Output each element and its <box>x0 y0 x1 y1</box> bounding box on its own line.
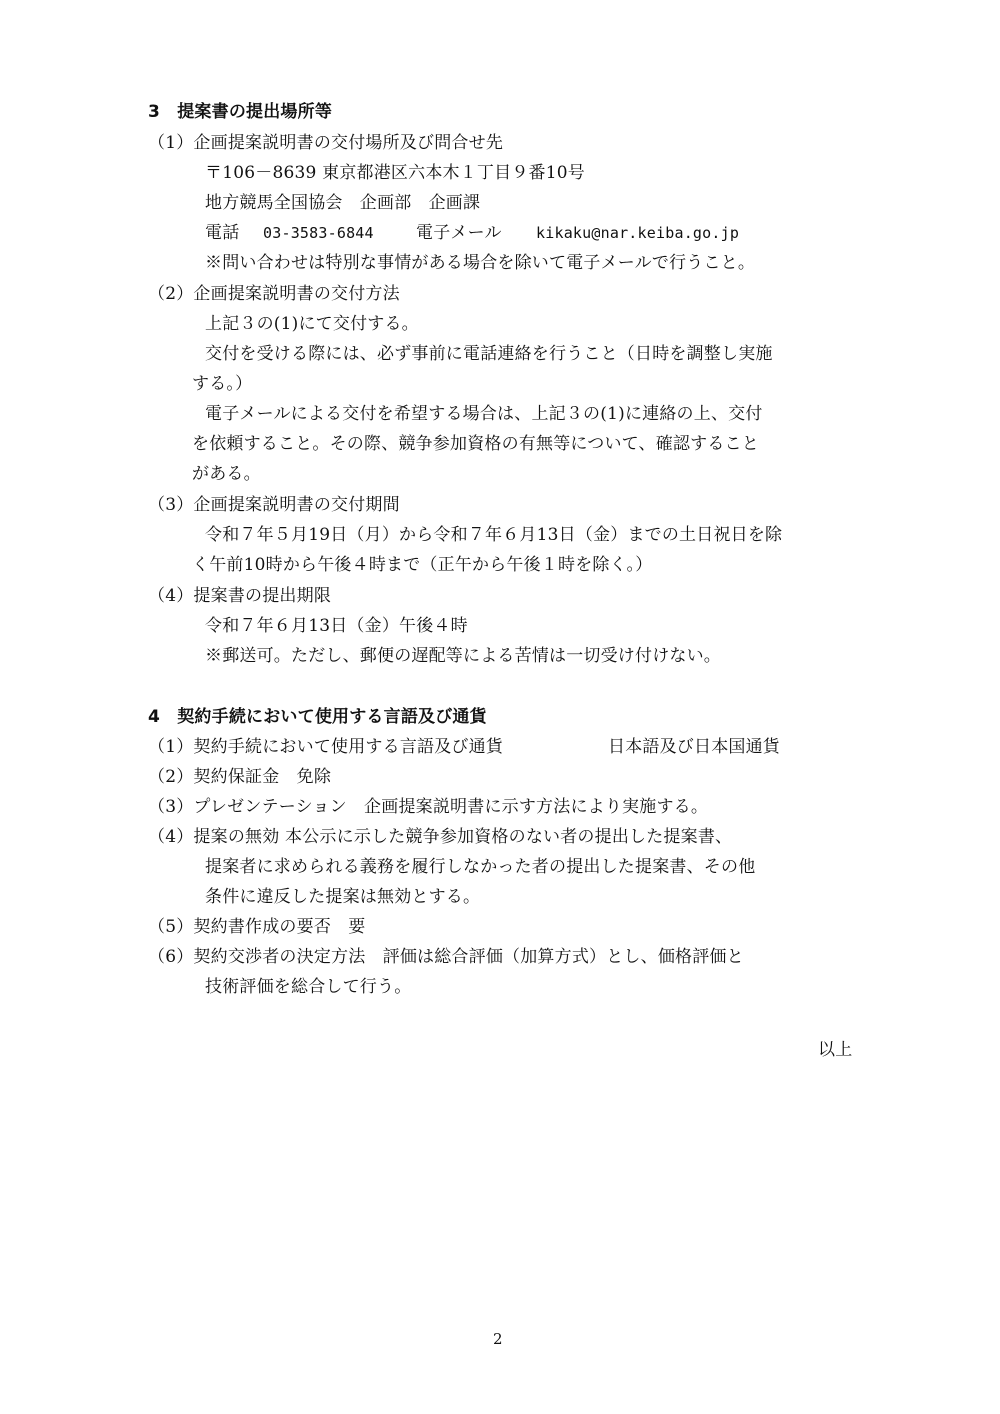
submission-note: ※郵送可。ただし、郵便の遅配等による苦情は一切受け付けない。 <box>205 646 721 666</box>
delivery-method-line-3a: 電子メールによる交付を希望する場合は、上記３の(1)に連絡の上、交付 <box>205 404 763 424</box>
delivery-method-line-1: 上記３の(1)にて交付する。 <box>205 314 419 334</box>
contact-organization: 地方競馬全国協会 企画部 企画課 <box>205 193 481 213</box>
contact-tel: 03-3583-6844 <box>263 224 374 242</box>
contact-email-link[interactable]: kikaku@nar.keiba.go.jp <box>536 224 740 242</box>
delivery-method-line-3c: がある。 <box>192 464 261 484</box>
contact-note: ※問い合わせは特別な事情がある場合を除いて電子メールで行うこと。 <box>205 253 756 273</box>
contact-email-label: 電子メール <box>416 223 502 243</box>
section-3-item-1-label: （1）企画提案説明書の交付場所及び問合せ先 <box>148 133 504 153</box>
delivery-method-line-2a: 交付を受ける際には、必ず事前に電話連絡を行うこと（日時を調整し実施 <box>205 344 773 364</box>
section-3-item-4-label: （4）提案書の提出期限 <box>148 586 332 606</box>
section-4-item-2: （2）契約保証金 免除 <box>148 767 332 787</box>
page-number: 2 <box>493 1330 503 1348</box>
closing-mark: 以上 <box>818 1040 853 1060</box>
section-4-item-5: （5）契約書作成の要否 要 <box>148 917 366 937</box>
section-4-item-4-line-3: 条件に違反した提案は無効とする。 <box>205 887 481 907</box>
section-4-item-6-line-2: 技術評価を総合して行う。 <box>205 977 412 997</box>
section-3-heading: 3 提案書の提出場所等 <box>148 102 333 122</box>
contact-address: 〒106－8639 東京都港区六本木１丁目９番10号 <box>205 163 585 183</box>
contact-tel-label: 電話 <box>205 223 240 243</box>
section-3-item-2-label: （2）企画提案説明書の交付方法 <box>148 284 400 304</box>
section-4-item-4-line-2: 提案者に求められる義務を履行しなかった者の提出した提案書、その他 <box>205 857 756 877</box>
section-4-item-1-value: 日本語及び日本国通貨 <box>608 737 780 757</box>
delivery-method-line-3b: を依頼すること。その際、競争参加資格の有無等について、確認すること <box>192 434 759 454</box>
section-4-item-6-line-1: （6）契約交渉者の決定方法 評価は総合評価（加算方式）とし、価格評価と <box>148 947 744 967</box>
submission-deadline: 令和７年６月13日（金）午後４時 <box>205 616 468 636</box>
delivery-period-line-1: 令和７年５月19日（月）から令和７年６月13日（金）までの土日祝日を除 <box>205 525 783 545</box>
section-4-heading: 4 契約手続において使用する言語及び通貨 <box>148 707 487 727</box>
section-4-item-3: （3）プレゼンテーション 企画提案説明書に示す方法により実施する。 <box>148 797 709 817</box>
section-4-item-4-line-1: （4）提案の無効 本公示に示した競争参加資格のない者の提出した提案書、 <box>148 827 733 847</box>
section-3-item-3-label: （3）企画提案説明書の交付期間 <box>148 495 400 515</box>
section-4-item-1-label: （1）契約手続において使用する言語及び通貨 <box>148 737 504 757</box>
delivery-method-line-2b: する。） <box>192 374 253 394</box>
delivery-period-line-2: く午前10時から午後４時まで（正午から午後１時を除く。） <box>192 555 653 575</box>
